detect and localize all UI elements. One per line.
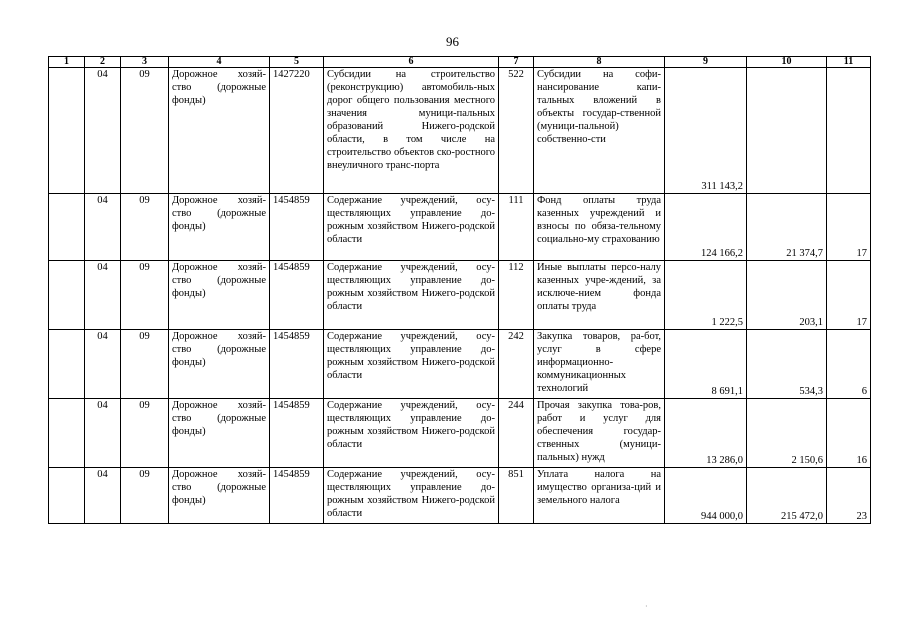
table-row: [49, 194, 871, 261]
cell-amount-2: 534,3: [747, 330, 827, 399]
cell-target-code: 1454859: [270, 468, 324, 524]
header-cell: 9: [665, 57, 747, 68]
cell-expense-code: 111: [499, 194, 534, 261]
table-row: [49, 261, 871, 330]
table-row: [49, 68, 871, 194]
cell-section: 04: [85, 399, 121, 468]
table-row: [49, 399, 871, 468]
cell-amount: 13 286,0: [665, 399, 747, 468]
table-row: [49, 330, 871, 399]
cell-target-name: Содержание учреждений, осу-ществляющих управление до-рожным хозяйством Нижего-родской области: [324, 468, 499, 524]
cell-amount-2: [747, 68, 827, 194]
cell-count: [827, 68, 871, 194]
cell-expense-name: Фонд оплаты труда казенных учреждений и взносы по обяза-тельному социально-му страхованию: [534, 194, 665, 261]
cell-target-name: Содержание учреждений, осу-ществляющих управление до-рожным хозяйством Нижего-родской области: [324, 261, 499, 330]
cell-section-name: Дорожное хозяй-ство (дорожные фонды): [169, 261, 270, 330]
cell-amount-2: 2 150,6: [747, 399, 827, 468]
cell-section-name: Дорожное хозяй-ство (дорожные фонды): [169, 330, 270, 399]
cell-col1: [49, 330, 85, 399]
cell-section: 04: [85, 330, 121, 399]
cell-subsection: 09: [121, 468, 169, 524]
cell-count: 16: [827, 399, 871, 468]
cell-count: 6: [827, 330, 871, 399]
cell-col1: [49, 68, 85, 194]
cell-section: 04: [85, 68, 121, 194]
budget-table: [48, 56, 871, 524]
cell-target-code: 1427220: [270, 68, 324, 194]
header-cell: 7: [499, 57, 534, 68]
cell-col1: [49, 468, 85, 524]
cell-col1: [49, 194, 85, 261]
cell-expense-code: 244: [499, 399, 534, 468]
page-number: 96: [446, 34, 459, 49]
header-cell: 5: [270, 57, 324, 68]
header-cell: 10: [747, 57, 827, 68]
cell-target-code: 1454859: [270, 399, 324, 468]
cell-target-name: Содержание учреждений, осу-ществляющих управление до-рожным хозяйством Нижего-родской области: [324, 194, 499, 261]
header-cell: 1: [49, 57, 85, 68]
cell-count: 23: [827, 468, 871, 524]
cell-count: 17: [827, 261, 871, 330]
cell-subsection: 09: [121, 261, 169, 330]
cell-col1: [49, 261, 85, 330]
cell-expense-name: Закупка товаров, ра-бот, услуг в сфере информационно-коммуникационных технологий: [534, 330, 665, 399]
cell-section: 04: [85, 261, 121, 330]
header-cell: 8: [534, 57, 665, 68]
cell-target-name: Субсидии на строительство (реконструкцию) автомобиль-ных дорог общего пользования местного значения муници-пальных образований Нижего-родской области, в том числе на строительство объектов ско-ростного внеуличного транс-порта: [324, 68, 499, 194]
cell-target-code: 1454859: [270, 261, 324, 330]
header-row: [49, 57, 871, 68]
cell-count: 17: [827, 194, 871, 261]
cell-amount: 124 166,2: [665, 194, 747, 261]
cell-amount: 944 000,0: [665, 468, 747, 524]
scan-speck: ·: [645, 602, 648, 611]
header-cell: 2: [85, 57, 121, 68]
cell-subsection: 09: [121, 399, 169, 468]
cell-section-name: Дорожное хозяй-ство (дорожные фонды): [169, 194, 270, 261]
cell-amount: 8 691,1: [665, 330, 747, 399]
cell-amount: 311 143,2: [665, 68, 747, 194]
cell-section: 04: [85, 468, 121, 524]
cell-col1: [49, 399, 85, 468]
cell-amount-2: 203,1: [747, 261, 827, 330]
cell-target-code: 1454859: [270, 330, 324, 399]
cell-section-name: Дорожное хозяй-ство (дорожные фонды): [169, 468, 270, 524]
cell-section-name: Дорожное хозяй-ство (дорожные фонды): [169, 399, 270, 468]
cell-expense-code: 522: [499, 68, 534, 194]
cell-expense-name: Иные выплаты персо-налу казенных учре-ждений, за исключе-нием фонда оплаты труда: [534, 261, 665, 330]
cell-section: 04: [85, 194, 121, 261]
cell-amount-2: 215 472,0: [747, 468, 827, 524]
table-row: [49, 468, 871, 524]
cell-target-name: Содержание учреждений, осу-ществляющих управление до-рожным хозяйством Нижего-родской области: [324, 399, 499, 468]
header-cell: 4: [169, 57, 270, 68]
cell-amount-2: 21 374,7: [747, 194, 827, 261]
cell-subsection: 09: [121, 194, 169, 261]
cell-subsection: 09: [121, 68, 169, 194]
cell-expense-name: Субсидии на софи-нансирование капи-тальных вложений в объекты государ-ственной (муници-пальной) собственно-сти: [534, 68, 665, 194]
cell-amount: 1 222,5: [665, 261, 747, 330]
cell-expense-code: 242: [499, 330, 534, 399]
cell-subsection: 09: [121, 330, 169, 399]
cell-expense-name: Уплата налога на имущество организа-ций и земельного налога: [534, 468, 665, 524]
cell-section-name: Дорожное хозяй-ство (дорожные фонды): [169, 68, 270, 194]
header-cell: 6: [324, 57, 499, 68]
header-cell: 3: [121, 57, 169, 68]
cell-expense-code: 851: [499, 468, 534, 524]
header-cell: 11: [827, 57, 871, 68]
cell-expense-code: 112: [499, 261, 534, 330]
cell-target-code: 1454859: [270, 194, 324, 261]
cell-target-name: Содержание учреждений, осу-ществляющих управление до-рожным хозяйством Нижего-родской области: [324, 330, 499, 399]
cell-expense-name: Прочая закупка това-ров, работ и услуг для обеспечения государ-ственных (муници-пальных) нужд: [534, 399, 665, 468]
